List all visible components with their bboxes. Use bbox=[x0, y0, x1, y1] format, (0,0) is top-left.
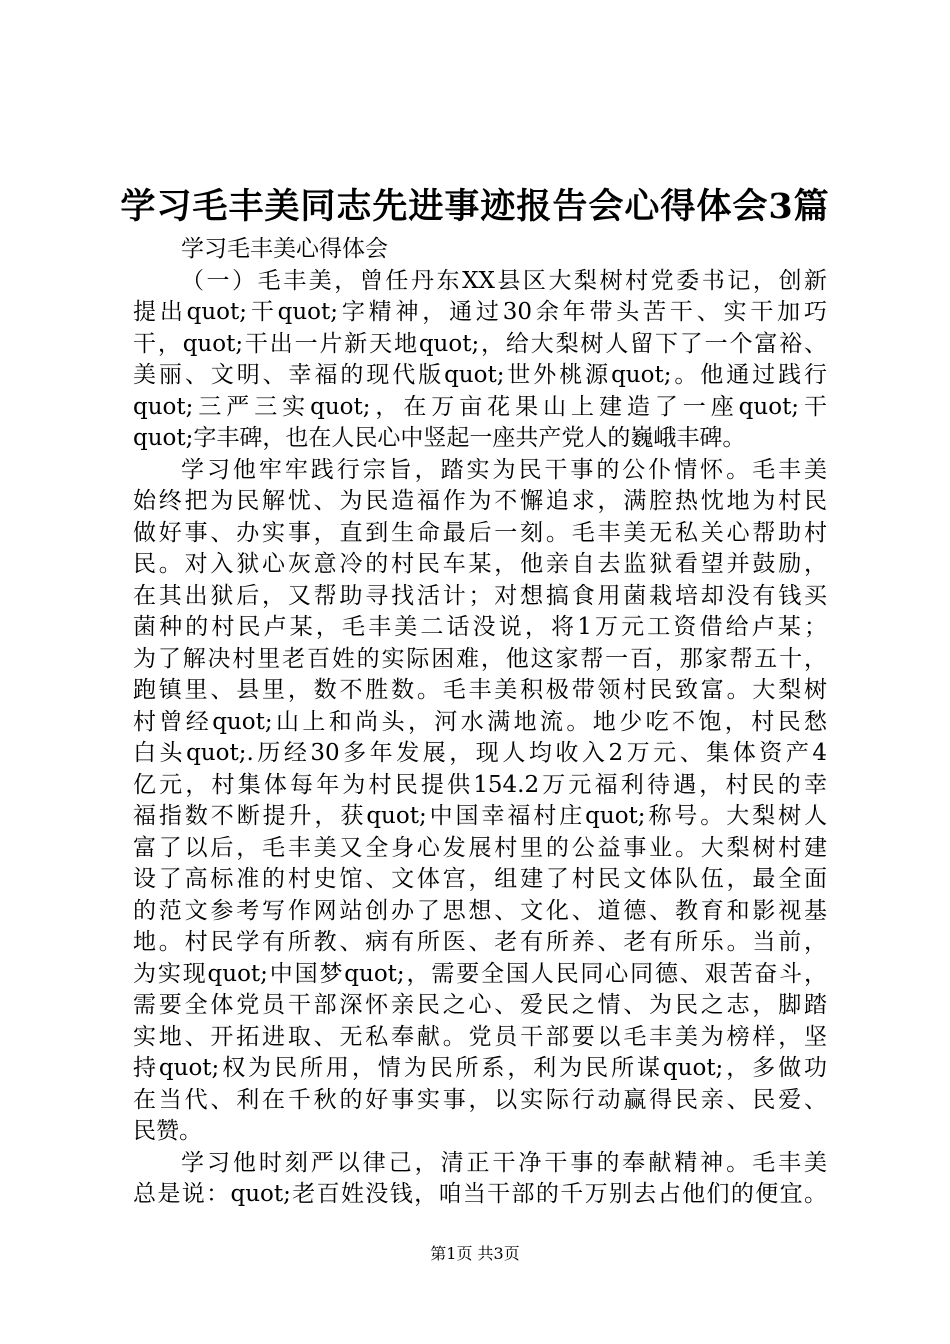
paragraph-line: 福指数不断提升，获quot;中国幸福村庄quot;称号。大梨树人 bbox=[133, 803, 827, 829]
document-title: 学习毛丰美同志先进事迹报告会心得体会3篇 bbox=[120, 186, 830, 227]
paragraph-line: 学习他时刻严以律己，清正干净干事的奉献精神。毛丰美 bbox=[181, 1149, 827, 1176]
paragraph-line: 总是说：quot;老百姓没钱，咱当干部的千万别去占他们的便宜。 bbox=[133, 1181, 827, 1207]
subtitle: 学习毛丰美心得体会 bbox=[181, 236, 388, 262]
paragraph-line: 村曾经quot;山上和尚头，河水满地流。地少吃不饱，村民愁 bbox=[133, 708, 827, 735]
paragraph-line: 始终把为民解忧、为民造福作为不懈追求，满腔热忱地为村民 bbox=[133, 488, 827, 514]
paragraph-line: 的范文参考写作网站创办了思想、文化、道德、教育和影视基 bbox=[133, 897, 827, 924]
paragraph-line: 需要全体党员干部深怀亲民之心、爱民之情、为民之志，脚踏 bbox=[133, 992, 827, 1018]
document-body bbox=[133, 234, 827, 1211]
paragraph-line: 为了解决村里老百姓的实际困难，他这家帮一百，那家帮五十， bbox=[133, 645, 827, 672]
paragraph-line: 提出quot;干quot;字精神，通过30余年带头苦干、实干加巧 bbox=[133, 299, 827, 325]
paragraph-line: 在其出狱后，又帮助寻找活计；对想搞食用菌栽培却没有钱买 bbox=[133, 582, 827, 609]
paragraph-line: 干，quot;干出一片新天地quot;，给大梨树人留下了一个富裕、 bbox=[133, 330, 827, 357]
page-footer: 第1页 共3页 bbox=[430, 1244, 520, 1263]
paragraph-line: （一）毛丰美，曾任丹东XX县区大梨树村党委书记，创新 bbox=[181, 267, 827, 294]
paragraph-line: 白头quot;.历经30多年发展，现人均收入2万元、集体资产4 bbox=[133, 740, 827, 766]
paragraph-line: 民赞。 bbox=[133, 1118, 202, 1144]
paragraph-line: quot;三严三实quot;，在万亩花果山上建造了一座quot;干 bbox=[133, 393, 827, 420]
paragraph-line: 持quot;权为民所用，情为民所系，利为民所谋quot;，多做功 bbox=[133, 1055, 827, 1081]
paragraph-line: quot;字丰碑，也在人民心中竖起一座共产党人的巍峨丰碑。 bbox=[133, 425, 746, 451]
paragraph-line: 跑镇里、县里，数不胜数。毛丰美积极带领村民致富。大梨树 bbox=[133, 677, 827, 703]
paragraph-line: 地。村民学有所教、病有所医、老有所养、老有所乐。当前， bbox=[133, 929, 827, 955]
paragraph-line: 学习他牢牢践行宗旨，踏实为民干事的公仆情怀。毛丰美 bbox=[181, 456, 827, 483]
paragraph-line: 实地、开拓进取、无私奉献。党员干部要以毛丰美为榜样，坚 bbox=[133, 1023, 827, 1050]
paragraph-line: 菌种的村民卢某，毛丰美二话没说，将1万元工资借给卢某； bbox=[133, 614, 827, 640]
paragraph-line: 为实现quot;中国梦quot;，需要全国人民同心同德、艰苦奋斗， bbox=[133, 960, 827, 987]
paragraph-line: 富了以后，毛丰美又全身心发展村里的公益事业。大梨树村建 bbox=[133, 834, 827, 861]
paragraph-line: 亿元，村集体每年为村民提供154.2万元福利待遇，村民的幸 bbox=[133, 771, 827, 798]
paragraph-line: 美丽、文明、幸福的现代版quot;世外桃源quot;。他通过践行 bbox=[133, 362, 827, 388]
paragraph-line: 做好事、办实事，直到生命最后一刻。毛丰美无私关心帮助村 bbox=[133, 519, 827, 546]
paragraph-line: 在当代、利在千秋的好事实事，以实际行动赢得民亲、民爱、 bbox=[133, 1086, 827, 1113]
paragraph-line: 民。对入狱心灰意冷的村民车某，他亲自去监狱看望并鼓励， bbox=[133, 551, 827, 577]
paragraph-line: 设了高标准的村史馆、文体宫，组建了村民文体队伍，最全面 bbox=[133, 866, 827, 892]
